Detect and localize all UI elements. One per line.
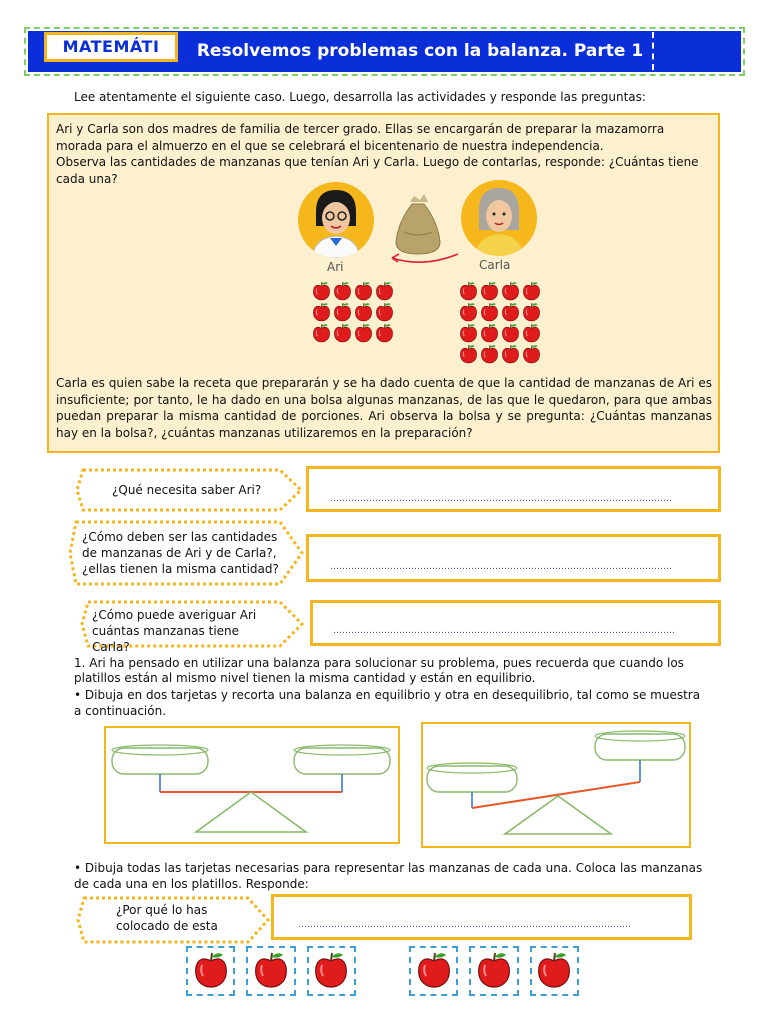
apple-card[interactable] — [307, 946, 356, 996]
question-4-text: ¿Por qué lo has colocado de esta — [116, 903, 218, 933]
carla-apple-icon — [479, 280, 500, 301]
answer-box-3[interactable] — [310, 600, 721, 646]
answer-line-2: …………………………………………………………………………………………………… — [330, 562, 672, 572]
story-text-1b: Observa las cantidades de manzanas que tenían Ari y Carla. Luego de contarlas, responde: ¿Cuántas tiene cada una? — [56, 155, 699, 186]
carla-apple-icon — [458, 280, 479, 301]
ari-apples — [311, 280, 395, 343]
story-paragraph-2: Carla es quien sabe la receta que prepararán y se ha dado cuenta de que la cantidad de manzanas de Ari es insuficiente; por tanto, le ha dado en una bolsa algunas manzanas, de las que le quedaron, para que ambas puedan preparar la misma cantidad de porciones. Ari observa la bolsa y se pregunta: ¿Cuántas manzanas hay en la bolsa?, ¿cuántas manzanas utilizaremos en la preparación? — [56, 376, 712, 440]
apple-icon — [534, 949, 574, 993]
apple-card[interactable] — [409, 946, 458, 996]
ari-apple-icon — [332, 301, 353, 322]
apple-icon — [414, 949, 454, 993]
apple-cards-left — [186, 946, 356, 998]
ari-apple-icon — [353, 322, 374, 343]
apple-icon — [474, 949, 514, 993]
carla-apple-icon — [521, 322, 542, 343]
apple-card[interactable] — [246, 946, 295, 996]
page-title: Resolvemos problemas con la balanza. Parte 1 — [196, 41, 644, 61]
intro-text: Lee atentamente el siguiente caso. Luego, desarrolla las actividades y responde las preguntas: — [74, 90, 646, 104]
ari-apple-icon — [311, 322, 332, 343]
carla-apple-icon — [458, 343, 479, 364]
carla-apple-icon — [458, 322, 479, 343]
ari-apple-icon — [332, 280, 353, 301]
question-2-text: ¿Cómo deben ser las cantidades de manzanas de Ari y de Carla?, ¿ellas tienen la misma cantidad? — [82, 530, 279, 576]
activity-1-text: 1. Ari ha pensado en utilizar una balanza para solucionar su problema, pues recuerda que cuando los platillos están al mismo nivel tienen la misma cantidad y están en equilibrio. — [74, 656, 684, 685]
ari-apple-icon — [332, 322, 353, 343]
apple-icon — [251, 949, 291, 993]
answer-line-1: …………………………………………………………………………………………………… — [330, 494, 672, 504]
ari-name: Ari — [327, 260, 344, 274]
apple-card[interactable] — [469, 946, 518, 996]
arrow-left-icon — [384, 248, 464, 268]
subject-label: MATEMÁTI — [44, 32, 178, 62]
carla-apple-icon — [479, 343, 500, 364]
balance-disequilibrium-icon — [423, 724, 689, 846]
carla-apple-icon — [500, 322, 521, 343]
ari-apple-icon — [374, 280, 395, 301]
carla-apple-icon — [479, 322, 500, 343]
carla-apple-icon — [500, 280, 521, 301]
ari-apple-icon — [374, 322, 395, 343]
ari-avatar — [298, 182, 374, 258]
carla-apple-icon — [521, 343, 542, 364]
carla-avatar — [461, 180, 537, 256]
question-1-text: ¿Qué necesita saber Ari? — [112, 483, 262, 497]
answer-box-1[interactable] — [306, 466, 721, 512]
activity-1-instruction: • Dibuja en dos tarjetas y recorta una balanza en equilibrio y otra en desequilibrio, tal como se muestra a continuación. — [74, 688, 701, 718]
header-divider — [652, 32, 654, 70]
carla-name: Carla — [479, 258, 511, 272]
carla-apple-icon — [500, 343, 521, 364]
apple-card[interactable] — [530, 946, 579, 996]
apple-card[interactable] — [186, 946, 235, 996]
carla-apple-icon — [479, 301, 500, 322]
ari-apple-icon — [311, 280, 332, 301]
balance-equilibrium-icon — [106, 728, 398, 842]
story-paragraph-1 — [56, 121, 712, 187]
answer-line-4: ………………………………………………………………………………………………… — [298, 920, 631, 930]
carla-apple-icon — [521, 280, 542, 301]
carla-apple-icon — [458, 301, 479, 322]
balance-equilibrium-card — [104, 726, 400, 844]
carla-apple-icon — [500, 301, 521, 322]
answer-box-2[interactable] — [306, 534, 721, 582]
answer-box-4[interactable] — [271, 894, 692, 940]
ari-apple-icon — [353, 280, 374, 301]
carla-apples — [458, 280, 542, 364]
apple-icon — [311, 949, 351, 993]
activity-2-text: • Dibuja todas las tarjetas necesarias para representar las manzanas de cada una. Coloca las manzanas de cada una en los platillos. Responde: — [74, 861, 703, 891]
ari-apple-icon — [374, 301, 395, 322]
carla-apple-icon — [521, 301, 542, 322]
apple-cards-right — [409, 946, 579, 998]
ari-apple-icon — [353, 301, 374, 322]
apple-icon — [191, 949, 231, 993]
question-3-text: ¿Cómo puede averiguar Ari cuántas manzanas tiene Carla? — [92, 608, 257, 654]
answer-line-3: …………………………………………………………………………………………………… — [333, 626, 675, 636]
ari-apple-icon — [311, 301, 332, 322]
story-text-1: Ari y Carla son dos madres de familia de tercer grado. Ellas se encargarán de preparar la mazamorra morada para el almuerzo en el que se celebrará el bicentenario de nuestra independencia. — [56, 122, 665, 153]
balance-disequilibrium-card — [421, 722, 691, 848]
